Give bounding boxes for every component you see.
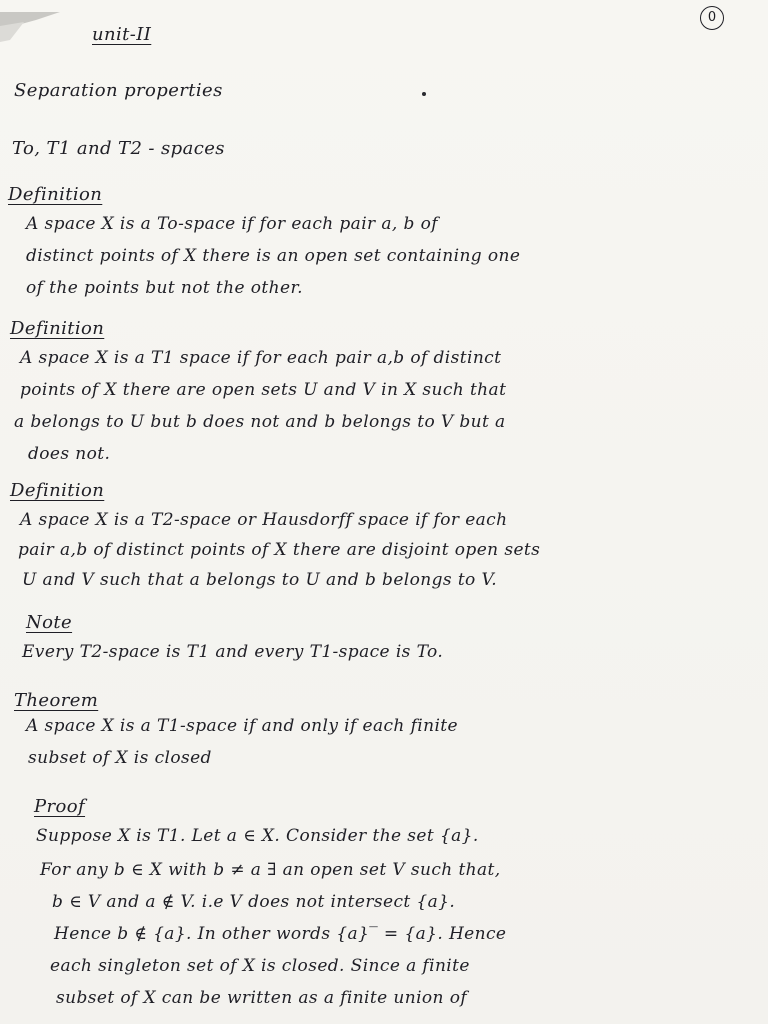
definition-label: Definition [8,184,103,205]
note-line: Every T2-space is T1 and every T1-space is To. [22,642,444,662]
note-line: A space X is a T1-space if and only if each finite [26,716,458,736]
note-line: points of X there are open sets U and V in X such that [20,380,507,400]
page-number: 0 [700,6,724,30]
note-line: each singleton set of X is closed. Since a finite [50,956,470,976]
theorem-label: Theorem [14,690,99,711]
note-line: U and V such that a belongs to U and b belongs to V. [22,570,498,590]
note-line: Suppose X is T1. Let a ∈ X. Consider the set {a}. [36,826,479,846]
note-line: A space X is a To-space if for each pair a, b of [26,214,438,234]
note-line: of the points but not the other. [26,278,303,298]
definition-label: Definition [10,318,105,339]
page-corner-smudge [0,12,60,42]
note-line: b ∈ V and a ∉ V. i.e V does not intersect {a}. [52,892,456,912]
note-line: pair a,b of distinct points of X there are disjoint open sets [18,540,541,560]
note-line: distinct points of X there is an open set containing one [26,246,521,266]
note-line: a belongs to U but b does not and b belongs to V but a [14,412,506,432]
note-line: does not. [28,444,111,464]
note-line: subset of X can be written as a finite union of [56,988,468,1008]
note-line: A space X is a T1 space if for each pair a,b of distinct [20,348,502,368]
ink-dot [422,92,426,96]
note-line: For any b ∈ X with b ≠ a ∃ an open set V such that, [40,860,501,880]
unit-title: unit-II [92,24,152,45]
note-line: A space X is a T2-space or Hausdorff space if for each [20,510,508,530]
proof-label: Proof [34,796,86,817]
note-label: Note [26,612,73,633]
chapter-heading: Separation properties [14,80,223,101]
section-heading: To, T1 and T2 - spaces [12,138,225,159]
note-line: Hence b ∉ {a}. In other words {a}‾ = {a}. Hence [54,924,507,944]
note-line: subset of X is closed [28,748,212,768]
definition-label: Definition [10,480,105,501]
